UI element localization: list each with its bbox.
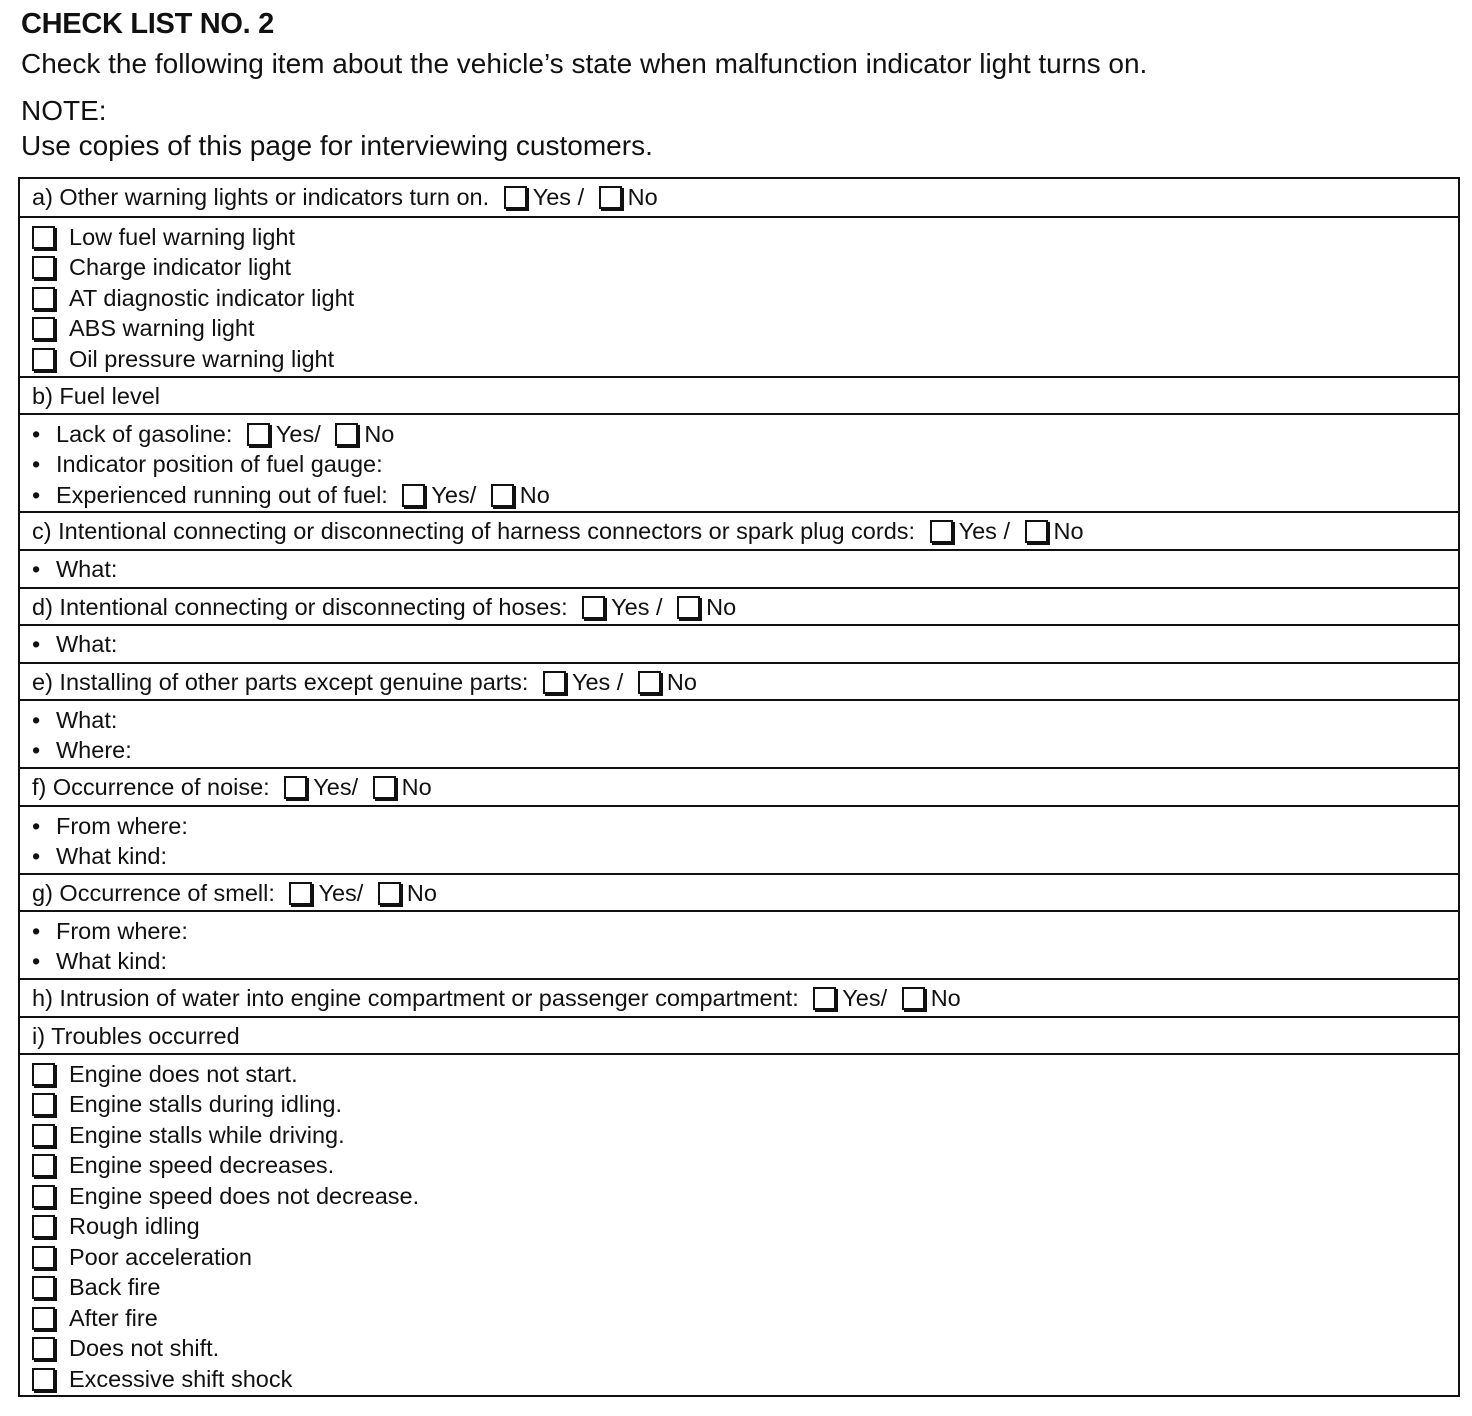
list-item: • Experienced running out of fuel: Yes/ No [32,482,550,508]
row-a-question [20,179,1458,217]
checkbox-g-no[interactable] [378,882,401,905]
list-item: After fire [32,1303,158,1333]
checkbox-out-of-fuel-yes[interactable] [402,484,425,507]
row-i-question [20,1016,1458,1054]
checkbox-stalls-driving[interactable] [32,1124,55,1147]
question-c: c) Intentional connecting or disconnecting of harness connectors or spark plug cords: [32,518,916,544]
yes-label: Yes / [532,184,585,210]
checkbox-h-no[interactable] [902,987,925,1010]
row-d-detail: • What: [20,624,1458,662]
list-item: Engine does not start. [32,1059,298,1089]
checkbox-no-shift[interactable] [32,1337,55,1360]
question-e: e) Installing of other parts except genuine parts: [32,669,529,695]
row-c-detail: • What: [20,549,1458,587]
list-item: Back fire [32,1272,160,1302]
row-i-items [20,1053,1458,1397]
checklist-table [18,177,1460,1397]
question-f: f) Occurrence of noise: [32,774,270,800]
what-kind-label: What kind: [56,843,168,869]
checkbox-h-yes[interactable] [813,987,836,1010]
checkbox-oil-pressure[interactable] [32,348,55,371]
question-d: d) Intentional connecting or disconnecting of hoses: [32,594,568,620]
row-e-detail: • What: • Where: [20,699,1458,767]
list-item: Oil pressure warning light [32,344,334,374]
row-h-question: h) Intrusion of water into engine compartment or passenger compartment: Yes/ No [20,978,1458,1016]
checkbox-gasoline-yes[interactable] [247,423,270,446]
list-item: ABS warning light [32,313,255,343]
checkbox-f-no[interactable] [373,776,396,799]
list-item: Engine speed decreases. [32,1150,334,1180]
checkbox-speed-decreases[interactable] [32,1154,55,1177]
what-label: What: [56,631,118,657]
list-item: Poor acceleration [32,1242,252,1272]
row-c-question: c) Intentional connecting or disconnecting of harness connectors or spark plug cords: Yes / No [20,511,1458,549]
list-item: Engine stalls while driving. [32,1120,345,1150]
checkbox-back-fire[interactable] [32,1276,55,1299]
row-e-question: e) Installing of other parts except genuine parts: Yes / No [20,662,1458,700]
checkbox-gasoline-no[interactable] [335,423,358,446]
checkbox-a-no[interactable] [599,186,622,209]
checkbox-abs[interactable] [32,317,55,340]
list-item: AT diagnostic indicator light [32,283,354,313]
note-text: Use copies of this page for interviewing customers. [21,130,653,161]
row-f-question: f) Occurrence of noise: Yes/ No [20,767,1458,805]
note-label: NOTE: [21,95,107,126]
list-item: Engine stalls during idling. [32,1089,342,1119]
checkbox-d-yes[interactable] [582,596,605,619]
what-label: What: [56,556,118,582]
checkbox-f-yes[interactable] [284,776,307,799]
question-b: b) Fuel level [32,383,160,409]
from-where-label: From where: [56,918,188,944]
row-a-items [20,216,1458,376]
row-f-detail: • From where: • What kind: [20,805,1458,873]
checkbox-e-no[interactable] [638,671,661,694]
checkbox-stalls-idling[interactable] [32,1093,55,1116]
checkbox-charge[interactable] [32,256,55,279]
question-g: g) Occurrence of smell: [32,880,275,906]
from-where-label: From where: [56,813,188,839]
question-h: h) Intrusion of water into engine compartment or passenger compartment: [32,985,799,1011]
list-item: • Indicator position of fuel gauge: [32,451,383,477]
list-item: Charge indicator light [32,252,291,282]
checkbox-no-start[interactable] [32,1063,55,1086]
checkbox-d-no[interactable] [677,596,700,619]
no-label: No [627,184,658,210]
page-title: CHECK LIST NO. 2 [21,8,274,40]
row-g-detail: • From where: • What kind: [20,910,1458,978]
list-item: Low fuel warning light [32,222,295,252]
where-label: Where: [56,737,132,763]
checkbox-rough-idling[interactable] [32,1215,55,1238]
row-b-question [20,376,1458,414]
row-g-question: g) Occurrence of smell: Yes/ No [20,873,1458,911]
checkbox-c-no[interactable] [1025,520,1048,543]
checkbox-low-fuel[interactable] [32,226,55,249]
checkbox-after-fire[interactable] [32,1307,55,1330]
question-a: a) Other warning lights or indicators turn on. [32,184,490,210]
checkbox-poor-acceleration[interactable] [32,1246,55,1269]
what-label: What: [56,707,118,733]
instructions: Check the following item about the vehicle’s state when malfunction indicator light turns on. [21,48,1148,79]
checkbox-at-diagnostic[interactable] [32,287,55,310]
checkbox-c-yes[interactable] [930,520,953,543]
list-item: • Lack of gasoline: Yes/ No [32,421,395,447]
checkbox-speed-not-decrease[interactable] [32,1185,55,1208]
list-item: Engine speed does not decrease. [32,1181,419,1211]
question-i: i) Troubles occurred [32,1023,240,1049]
checkbox-g-yes[interactable] [289,882,312,905]
row-d-question: d) Intentional connecting or disconnecting of hoses: Yes / No [20,587,1458,625]
list-item: Rough idling [32,1211,200,1241]
row-b-items [20,413,1458,511]
list-item: Does not shift. [32,1333,219,1363]
list-item: Excessive shift shock [32,1364,292,1394]
what-kind-label: What kind: [56,948,168,974]
checkbox-shift-shock[interactable] [32,1368,55,1391]
checkbox-a-yes[interactable] [504,186,527,209]
checkbox-out-of-fuel-no[interactable] [491,484,514,507]
checkbox-e-yes[interactable] [543,671,566,694]
